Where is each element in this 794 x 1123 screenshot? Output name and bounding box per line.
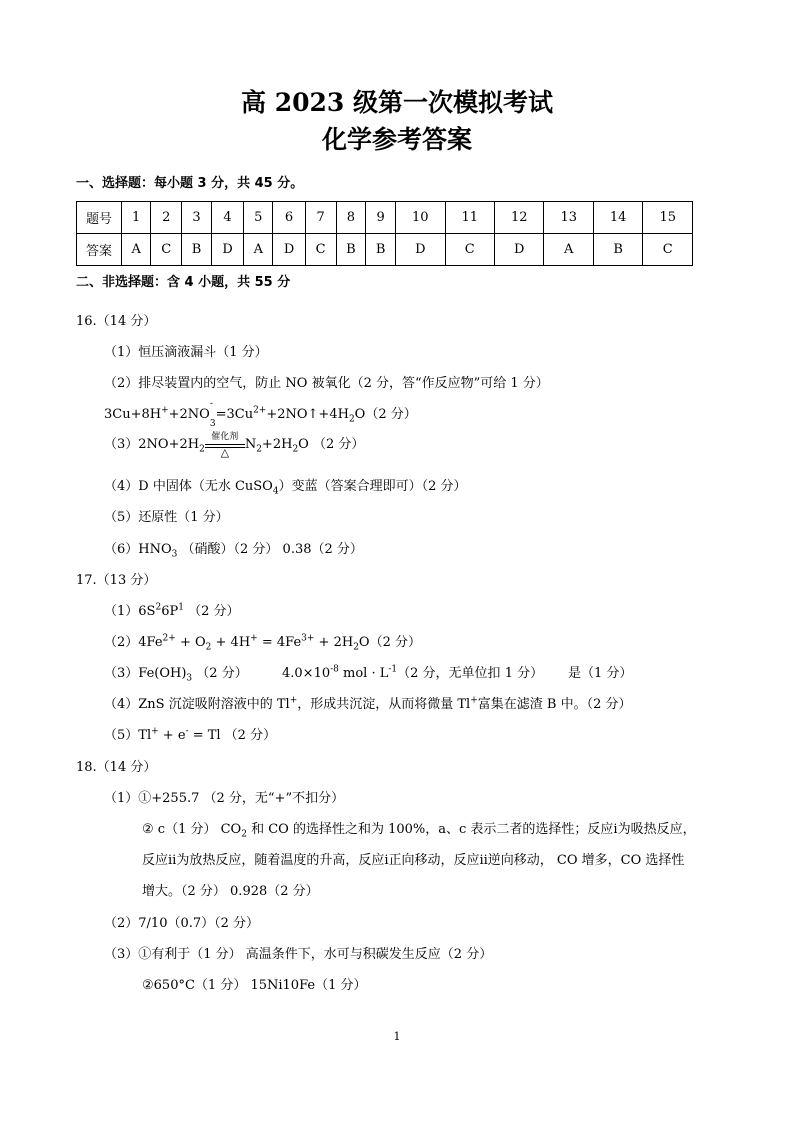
section-1-heading: 一、选择题：每小题 3 分，共 45 分。 (76, 176, 304, 191)
page-title: 高 2023 级第一次模拟考试 (241, 88, 553, 117)
section-2-heading: 二、非选择题：含 4 小题，共 55 分 (76, 275, 291, 290)
table-cell-answer: B (366, 234, 396, 266)
q16-part4: （4）D 中固体（无水 CuSO$_4$）变蓝（答案合理即可）（2 分） (104, 479, 467, 497)
table-cell-answer: D (396, 234, 445, 266)
q16-part3-equation: $(3)2NO+2H_2$ 催化剂 △ $N_2+2H_2O$ （2 分） (104, 431, 365, 459)
table-cell-number: 1 (122, 202, 151, 234)
q16-part2-equation: 3Cu+8H++2NO - $_3=3Cu^{2+}+2NO↑+4H_2O(2$ 分） (104, 399, 417, 429)
q17-part2: $(2)4Fe^{2+} + O_2 + 4H^+ = 4Fe^{3+} + 2H_2O(2$ 分） (104, 633, 421, 653)
q18-part2: （2）7/10（0.7）（2 分） (104, 916, 260, 931)
table-cell-number: 3 (182, 202, 212, 234)
q17-part1: $(1)6S^26P^1$ （2 分） (104, 602, 240, 619)
page-subtitle: 化学参考答案 (321, 125, 472, 154)
q18-part1-c: 反应ⅱ为放热反应，随着温度的升高，反应ⅰ正向移动，反应ⅱ逆向移动， CO 增多，CO 选择性 (142, 853, 685, 868)
q18-part1: （1）①+255.7 （2 分，无“+”不扣分） (104, 791, 345, 806)
q17-title: 17.（13 分） (76, 573, 157, 588)
table-cell-answer: B (593, 234, 642, 266)
table-cell-number: 9 (366, 202, 396, 234)
q17-part5: （5）Tl+ + e- = Tl （2 分） (104, 726, 277, 743)
table-cell-number: 7 (305, 202, 336, 234)
q18-part1-d: 增大。（2 分） 0.928（2 分） (142, 884, 319, 899)
table-cell-number: 14 (593, 202, 642, 234)
q18-part3: （3）①有利于（1 分） 高温条件下，水可与积碳发生反应（2 分） (104, 947, 493, 962)
table-cell-answer: C (445, 234, 494, 266)
q17-part3-judgement: 是（1 分） (568, 666, 633, 681)
answer-table-header-row (77, 202, 693, 234)
q16-title: 16.（14 分） (76, 314, 157, 329)
table-cell-answer: D (495, 234, 544, 266)
table-cell-number: 15 (643, 202, 693, 234)
table-cell-number: 8 (336, 202, 366, 234)
q16-part5: （5）还原性（1 分） (104, 510, 229, 525)
q18-title: 18.（14 分） (76, 760, 157, 775)
table-cell-answer: A (544, 234, 593, 266)
table-header-label: 题号 (77, 202, 122, 234)
table-cell-number: 4 (211, 202, 243, 234)
table-cell-number: 6 (273, 202, 305, 234)
table-cell-answer: D (273, 234, 305, 266)
table-cell-number: 11 (445, 202, 494, 234)
table-cell-answer: C (305, 234, 336, 266)
table-cell-answer: A (244, 234, 273, 266)
q17-part3-ksp: $4.0\times 10^{-8}$ mol · $L^{-1}(2$ 分，无单位扣 1 分） (282, 664, 544, 681)
table-cell-number: 2 (151, 202, 182, 234)
q18-part3-b: ②650°C（1 分） 15Ni10Fe（1 分） (142, 978, 367, 993)
page-number: 1 (393, 1030, 401, 1043)
answer-table-answer-row (77, 234, 693, 266)
q16-part2: （2）排尽装置内的空气，防止 NO 被氧化（2 分，答“作反应物”可给 1 分） (104, 376, 549, 391)
table-cell-answer: D (211, 234, 243, 266)
q16-part6: $(6)HNO_3$ （硝酸）（2 分） 0.38（2 分） (104, 542, 363, 560)
table-cell-answer: B (182, 234, 212, 266)
q17-part3: $(3)Fe(OH)_3$ （2 分） (104, 666, 248, 684)
table-cell-answer: B (336, 234, 366, 266)
q18-part1-b: ② c（1 分） $CO_2$ 和 CO 的选择性之和为 100%，a、c 表示二者的选择性；反应ⅰ为吸热反应， (142, 822, 696, 840)
table-answer-label: 答案 (77, 234, 122, 266)
answer-table (76, 201, 693, 266)
table-cell-number: 10 (396, 202, 445, 234)
reaction-condition-arrow: 催化剂 △ (205, 435, 245, 455)
table-cell-answer: C (151, 234, 182, 266)
table-cell-number: 13 (544, 202, 593, 234)
q16-part1: （1）恒压滴液漏斗（1 分） (104, 345, 268, 360)
table-cell-answer: A (122, 234, 151, 266)
table-cell-number: 5 (244, 202, 273, 234)
table-cell-number: 12 (495, 202, 544, 234)
table-cell-answer: C (643, 234, 693, 266)
q17-part4: （4）ZnS 沉淀吸附溶液中的 Tl+，形成共沉淀，从而将微量 Tl+富集在滤渣 B 中。（2 分） (104, 695, 632, 712)
